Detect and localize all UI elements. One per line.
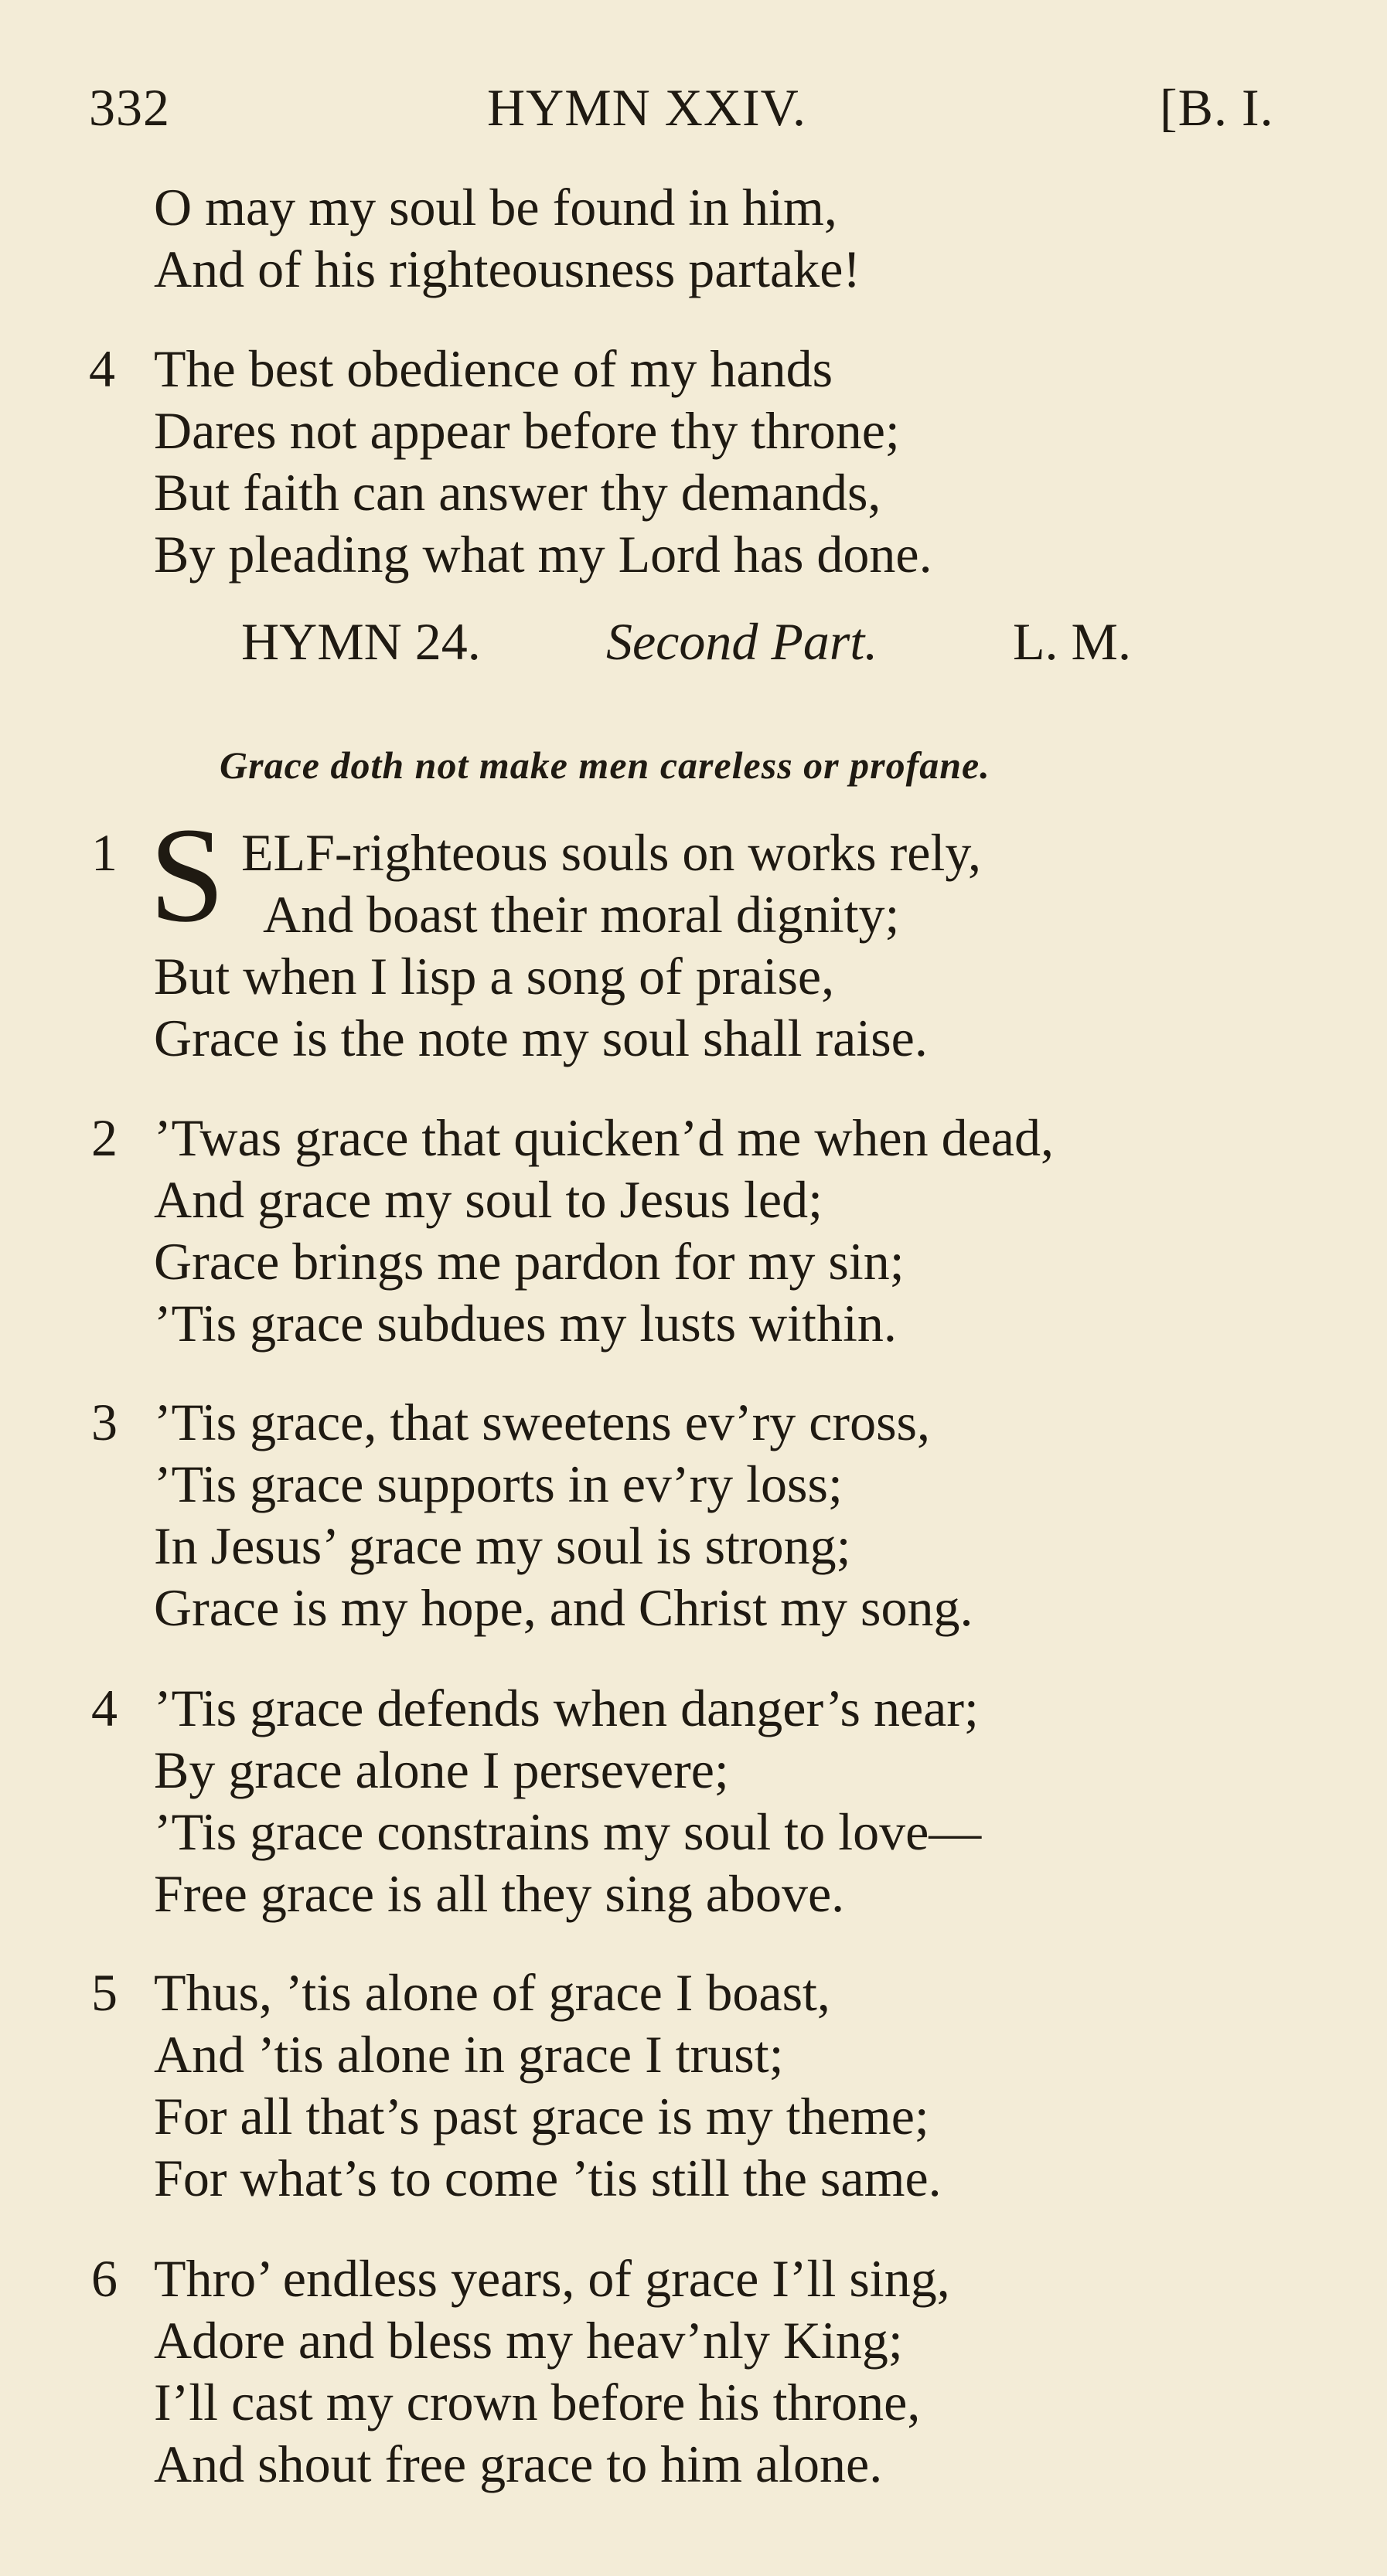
book-reference: [B. I. <box>1160 78 1274 137</box>
hymn-subtitle: Grace doth not make men careless or profane. <box>220 744 990 787</box>
hymn-meter: L. M. <box>1013 612 1131 671</box>
stanza-line: Grace brings me pardon for my sin; <box>154 1232 905 1291</box>
stanza-line: By pleading what my Lord has done. <box>154 525 932 584</box>
stanza-line: Dares not appear before thy throne; <box>154 401 900 460</box>
stanza-line: In Jesus’ grace my soul is strong; <box>154 1516 851 1575</box>
stanza-line: By grace alone I persevere; <box>154 1741 729 1799</box>
stanza-line: And ’tis alone in grace I trust; <box>154 2025 784 2084</box>
stanza-line: But when I lisp a song of praise, <box>154 947 835 1006</box>
drop-cap: S <box>149 800 225 951</box>
carryover-line: And of his righteousness partake! <box>154 240 861 298</box>
stanza-line: And shout free grace to him alone. <box>154 2435 883 2493</box>
stanza-number: 2 <box>91 1108 118 1167</box>
running-header <box>0 77 1387 139</box>
stanza-line: And boast their moral dignity; <box>263 885 900 944</box>
stanza-line: I’ll cast my crown before his throne, <box>154 2373 921 2431</box>
stanza-number: 3 <box>91 1393 118 1451</box>
stanza-line: The best obedience of my hands <box>154 339 833 398</box>
stanza-line: ’Tis grace subdues my lusts within. <box>154 1294 897 1353</box>
page-number: 332 <box>89 78 170 137</box>
stanza-line: Adore and bless my heav’nly King; <box>154 2311 903 2370</box>
stanza-line: For what’s to come ’tis still the same. <box>154 2149 942 2207</box>
stanza-line: ’Twas grace that quicken’d me when dead, <box>154 1108 1054 1167</box>
stanza-line: ’Tis grace supports in ev’ry loss; <box>154 1455 843 1513</box>
stanza-line: Thro’ endless years, of grace I’ll sing, <box>154 2249 950 2308</box>
stanza-number: 1 <box>91 823 118 882</box>
stanza-line: ’Tis grace, that sweetens ev’ry cross, <box>154 1393 930 1451</box>
hymn-part: Second Part. <box>606 612 878 671</box>
hymn-heading <box>0 611 1387 672</box>
hymn-number: HYMN 24. <box>241 612 481 671</box>
stanza-line: For all that’s past grace is my theme; <box>154 2087 929 2146</box>
stanza-line: ’Tis grace defends when danger’s near; <box>154 1679 979 1737</box>
carryover-line: O may my soul be found in him, <box>154 178 837 237</box>
header-title: HYMN XXIV. <box>487 78 806 137</box>
stanza-line: ELF-righteous souls on works rely, <box>241 823 981 882</box>
stanza-line: Grace is my hope, and Christ my song. <box>154 1578 973 1637</box>
stanza-line: Grace is the note my soul shall raise. <box>154 1009 928 1067</box>
stanza-line: Thus, ’tis alone of grace I boast, <box>154 1963 830 2022</box>
stanza-line: And grace my soul to Jesus led; <box>154 1170 823 1229</box>
stanza-number: 5 <box>91 1963 118 2022</box>
stanza-number: 6 <box>91 2249 118 2308</box>
stanza-line: Free grace is all they sing above. <box>154 1864 845 1923</box>
stanza-number: 4 <box>91 1679 118 1737</box>
stanza-number: 4 <box>89 339 115 398</box>
stanza-line: But faith can answer thy demands, <box>154 463 881 522</box>
stanza-line: ’Tis grace constrains my soul to love— <box>154 1802 982 1861</box>
